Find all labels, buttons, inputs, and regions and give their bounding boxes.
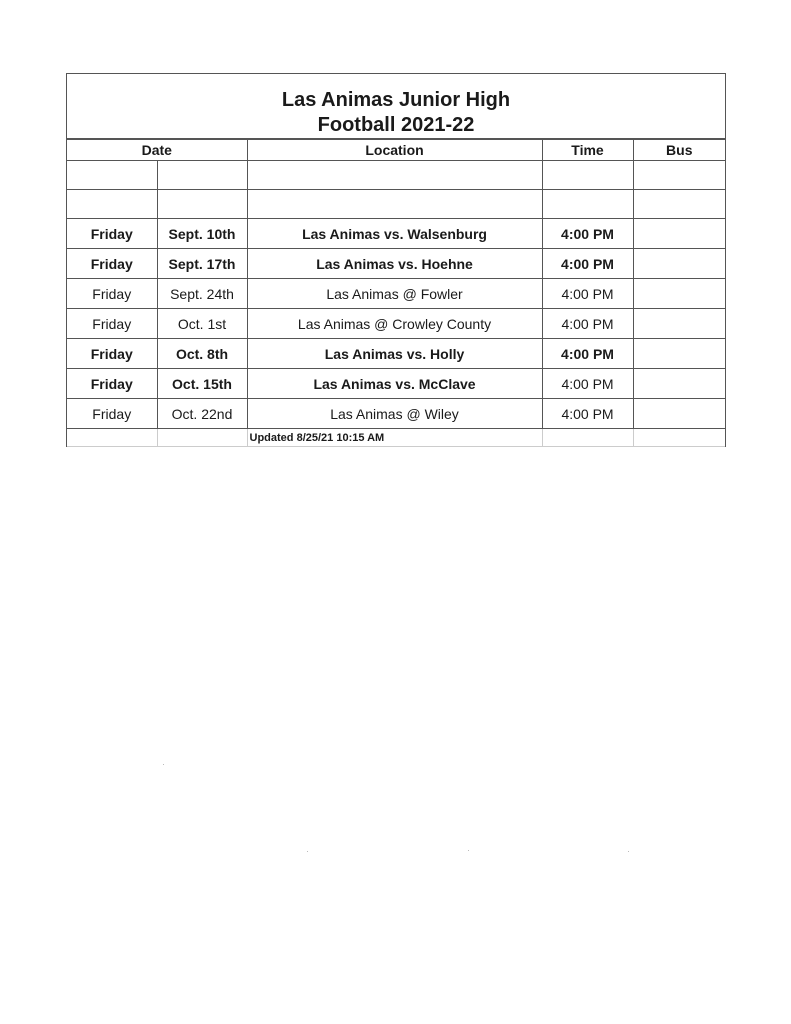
- header-location: Location: [247, 140, 542, 161]
- header-row: [67, 140, 725, 161]
- blank-cell: [67, 190, 157, 219]
- game-time: 4:00 PM: [542, 279, 633, 309]
- game-day: Friday: [67, 249, 157, 279]
- footer-row: [67, 429, 725, 447]
- game-row: [67, 219, 725, 249]
- game-row: [67, 309, 725, 339]
- blank-cell: [247, 161, 542, 190]
- game-time: 4:00 PM: [542, 369, 633, 399]
- blank-row: [67, 161, 725, 190]
- game-location: Las Animas @ Wiley: [247, 399, 542, 429]
- scan-speck: [468, 850, 469, 851]
- blank-cell: [157, 161, 247, 190]
- game-location: Las Animas vs. Walsenburg: [247, 219, 542, 249]
- blank-cell: [633, 161, 725, 190]
- game-day: Friday: [67, 219, 157, 249]
- blank-cell: [542, 190, 633, 219]
- blank-cell: [247, 190, 542, 219]
- game-bus: [633, 219, 725, 249]
- game-row: [67, 399, 725, 429]
- game-day: Friday: [67, 369, 157, 399]
- game-date: Oct. 8th: [157, 339, 247, 369]
- blank-cell: [157, 190, 247, 219]
- game-row: [67, 369, 725, 399]
- header-date: Date: [67, 140, 247, 161]
- game-date: Sept. 17th: [157, 249, 247, 279]
- game-day: Friday: [67, 399, 157, 429]
- game-location: Las Animas vs. McClave: [247, 369, 542, 399]
- game-location: Las Animas @ Crowley County: [247, 309, 542, 339]
- game-bus: [633, 339, 725, 369]
- title-line-2: Football 2021-22: [317, 114, 475, 136]
- game-day: Friday: [67, 309, 157, 339]
- game-bus: [633, 249, 725, 279]
- game-time: 4:00 PM: [542, 219, 633, 249]
- schedule-table: [67, 139, 725, 447]
- game-date: Oct. 22nd: [157, 399, 247, 429]
- title-line-1: Las Animas Junior High: [281, 89, 511, 111]
- game-bus: [633, 279, 725, 309]
- game-date: Sept. 24th: [157, 279, 247, 309]
- game-location: Las Animas @ Fowler: [247, 279, 542, 309]
- game-time: 4:00 PM: [542, 249, 633, 279]
- updated-note: Updated 8/25/21 10:15 AM: [247, 429, 542, 447]
- game-row: [67, 249, 725, 279]
- game-day: Friday: [67, 339, 157, 369]
- blank-row: [67, 190, 725, 219]
- schedule-title: [67, 74, 725, 139]
- game-location: Las Animas vs. Holly: [247, 339, 542, 369]
- game-time: 4:00 PM: [542, 339, 633, 369]
- game-bus: [633, 369, 725, 399]
- game-time: 4:00 PM: [542, 399, 633, 429]
- game-bus: [633, 309, 725, 339]
- scan-speck: [628, 851, 629, 852]
- game-date: Sept. 10th: [157, 219, 247, 249]
- footer-cell: [633, 429, 725, 447]
- game-bus: [633, 399, 725, 429]
- game-row: [67, 339, 725, 369]
- scan-speck: [163, 764, 164, 765]
- blank-cell: [67, 161, 157, 190]
- header-time: Time: [542, 140, 633, 161]
- footer-cell: [67, 429, 157, 447]
- blank-cell: [633, 190, 725, 219]
- footer-cell: [157, 429, 247, 447]
- footer-cell: [542, 429, 633, 447]
- blank-cell: [542, 161, 633, 190]
- game-location: Las Animas vs. Hoehne: [247, 249, 542, 279]
- scan-speck: [307, 851, 308, 852]
- game-date: Oct. 1st: [157, 309, 247, 339]
- game-day: Friday: [67, 279, 157, 309]
- schedule-sheet: [66, 73, 726, 447]
- header-bus: Bus: [633, 140, 725, 161]
- game-row: [67, 279, 725, 309]
- game-date: Oct. 15th: [157, 369, 247, 399]
- game-time: 4:00 PM: [542, 309, 633, 339]
